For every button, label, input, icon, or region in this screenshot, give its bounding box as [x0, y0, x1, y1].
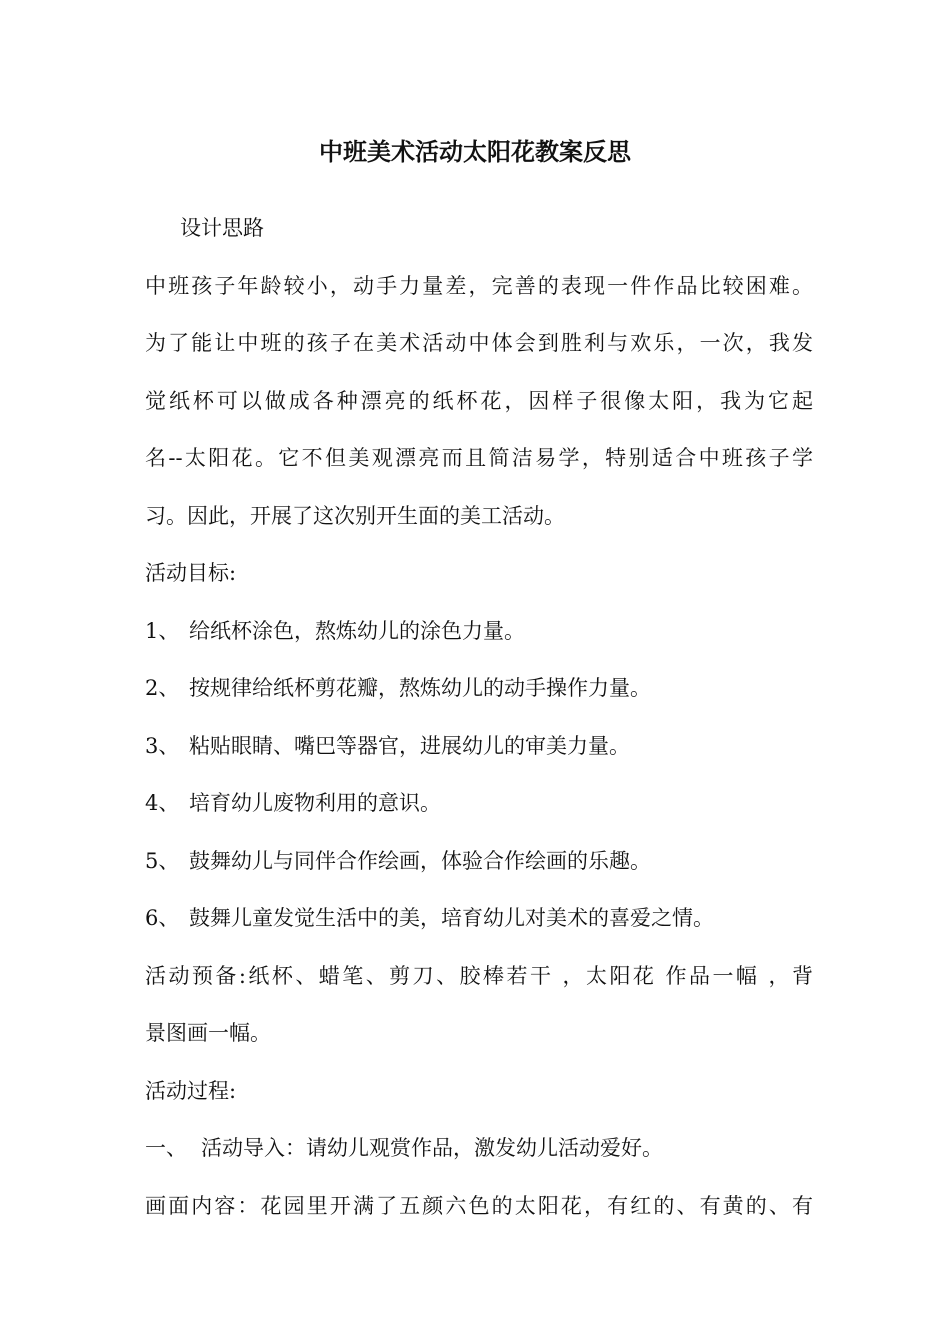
goal-number: 1、 — [145, 618, 180, 643]
goal-text: 培育幼儿废物利用的意识。 — [189, 791, 441, 815]
goal-text: 按规律给纸杯剪花瓣，熬炼幼儿的动手操作力量。 — [189, 676, 651, 700]
section-heading-process: 活动过程: — [145, 1078, 237, 1103]
paragraph-line: 为了能让中班的孩子在美术活动中体会到胜利与欢乐，一次，我发 — [145, 331, 813, 355]
goal-item — [145, 833, 813, 891]
document-title: 中班美术活动太阳花教案反思 — [319, 137, 631, 166]
materials-line: 活动预备:纸杯、蜡笔、剪刀、胶棒若干 ，太阳花 作品一幅 ，背 — [145, 963, 813, 988]
goal-number: 6、 — [145, 906, 180, 930]
section-heading-design: 设计思路 — [180, 216, 264, 240]
step-number: 一、 — [145, 1136, 187, 1160]
paragraph-line: 画面内容：花园里开满了五颜六色的太阳花，有红的、有黄的、有 — [145, 1193, 813, 1218]
goal-number: 3、 — [145, 733, 180, 758]
goal-text: 粘贴眼睛、嘴巴等器官，进展幼儿的审美力量。 — [189, 733, 630, 758]
paragraph-line: 中班孩子年龄较小，动手力量差，完善的表现一件作品比较困难。 — [145, 273, 813, 298]
paragraph-line: 习。因此，开展了这次别开生面的美工活动。 — [145, 503, 565, 528]
paragraph-line: 觉纸杯可以做成各种漂亮的纸杯花，因样子很像太阳，我为它起 — [145, 388, 813, 413]
goal-number: 2、 — [145, 676, 180, 700]
goal-item — [145, 775, 813, 833]
goal-item — [145, 660, 813, 718]
materials-line: 景图画一幅。 — [145, 1021, 271, 1045]
goal-item — [145, 603, 813, 661]
goal-text: 鼓舞幼儿与同伴合作绘画，体验合作绘画的乐趣。 — [189, 848, 651, 873]
goal-text: 给纸杯涂色，熬炼幼儿的涂色力量。 — [189, 618, 525, 643]
document-body — [145, 200, 813, 1235]
goal-text: 鼓舞儿童发觉生活中的美，培育幼儿对美术的喜爱之情。 — [189, 906, 714, 930]
section-heading-goals: 活动目标: — [145, 561, 237, 585]
goal-number: 4、 — [145, 791, 180, 815]
goal-item — [145, 718, 813, 776]
process-step — [145, 1120, 813, 1178]
paragraph-line: 名--太阳花。它不但美观漂亮而且简洁易学，特别适合中班孩子学 — [145, 446, 813, 470]
goal-item — [145, 890, 813, 948]
goal-number: 5、 — [145, 848, 180, 873]
step-text: 活动导入：请幼儿观赏作品，激发幼儿活动爱好。 — [201, 1136, 663, 1160]
